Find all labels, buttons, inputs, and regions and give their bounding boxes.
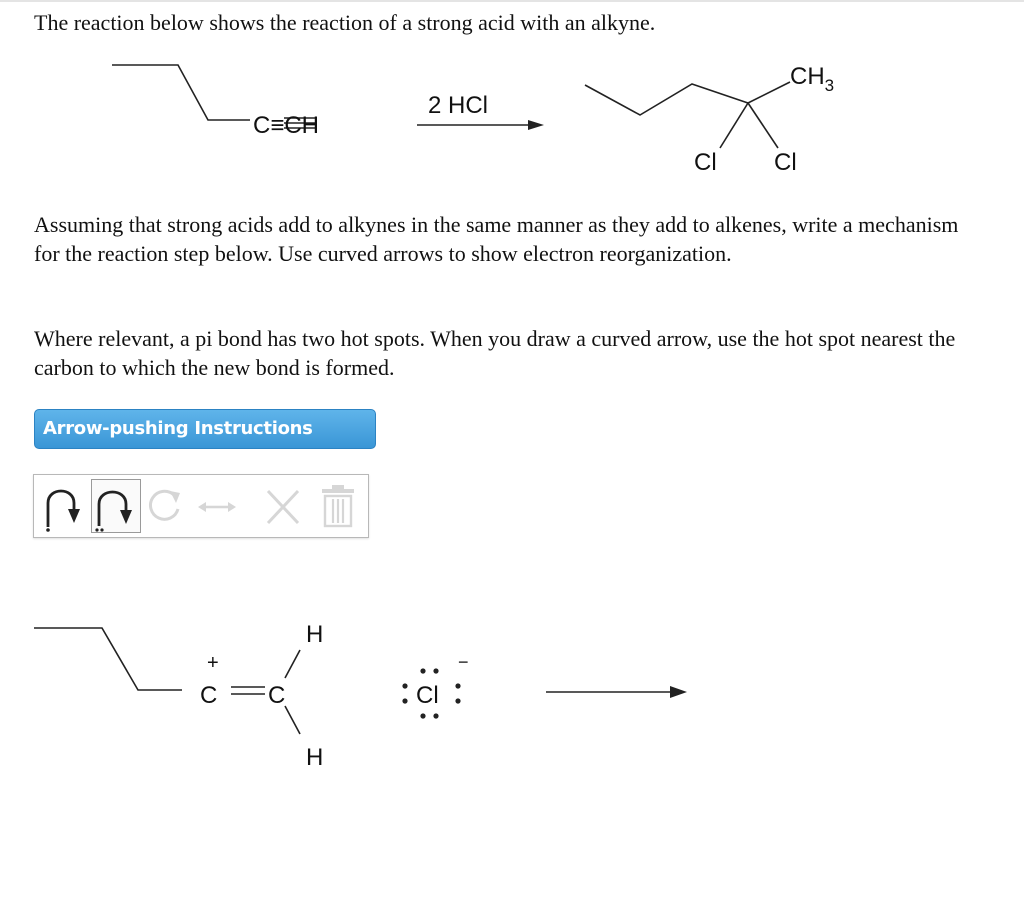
redo-tool[interactable] [144, 479, 186, 533]
arrow-pushing-instructions-button[interactable]: Arrow-pushing Instructions [34, 409, 376, 449]
bond-c-h-top [285, 650, 300, 678]
reactant-chain [112, 65, 250, 120]
trash-icon [316, 479, 360, 535]
assumption-text: Assuming that strong acids add to alkynes in the same manner as they add to alkenes, write a mechanism for the reaction step below. Use curved arrows to show electron reorganization. [34, 212, 959, 266]
clear-tool[interactable] [262, 479, 304, 533]
product-cl-right: Cl [774, 149, 797, 176]
mechanism-carbon-left: C [200, 682, 218, 709]
product-chain [585, 82, 790, 115]
delete-tool[interactable] [316, 479, 360, 533]
chloride-lone-pairs [402, 668, 460, 718]
reagent-label: 2 HCl [428, 92, 489, 119]
resonance-arrow-tool[interactable] [192, 479, 242, 533]
product-bond-cl-right [748, 103, 778, 148]
hydrogen-top: H [306, 621, 324, 648]
electron-pair-arrow-icon [92, 480, 142, 536]
electron-pair-arrow-tool[interactable] [91, 479, 141, 533]
resonance-arrow-icon [192, 479, 242, 535]
intro-text: The reaction below shows the reaction of a strong acid with an alkyne. [34, 10, 656, 35]
close-icon [262, 479, 304, 535]
single-electron-arrow-icon [40, 479, 90, 535]
product-cl-left: Cl [694, 149, 717, 176]
mechanism-carbon-right: C [268, 682, 286, 709]
hydrogen-bottom: H [306, 744, 324, 771]
minus-charge: − [458, 652, 469, 672]
reaction-scheme [0, 0, 1024, 200]
mechanism-arrow-head [670, 686, 687, 698]
reactant-group: C≡CH [253, 112, 319, 139]
mechanism-chain [34, 628, 182, 690]
hotspot-text: Where relevant, a pi bond has two hot spots. When you draw a curved arrow, use the hot spot nearest the carbon to which the new bond is formed. [34, 326, 956, 380]
arrow-toolbar [33, 474, 369, 538]
product-bond-cl-left [720, 103, 748, 148]
chloride-ion: Cl [416, 682, 439, 709]
product-ch3-label: $CH_3$ [790, 63, 835, 95]
reaction-arrow-head [528, 120, 544, 130]
single-electron-arrow-tool[interactable] [40, 479, 90, 533]
bond-c-h-bottom [285, 706, 300, 734]
redo-icon [144, 479, 186, 535]
plus-charge: + [207, 652, 219, 674]
